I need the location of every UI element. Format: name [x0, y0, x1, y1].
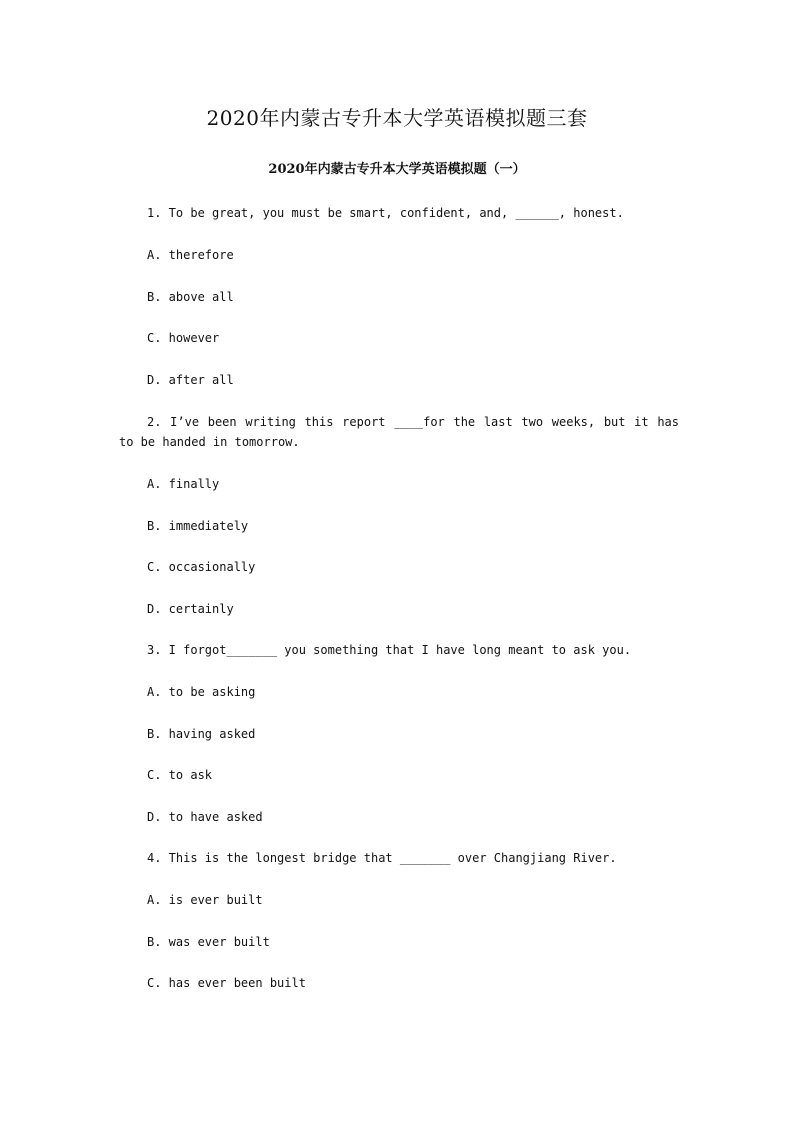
- question-2-option-d: D. certainly: [147, 602, 234, 616]
- question-1-option-b: B. above all: [147, 290, 234, 304]
- question-4-option-c: C. has ever been built: [147, 976, 306, 990]
- question-3-option-b: B. having asked: [147, 727, 256, 741]
- question-2-option-a: A. finally: [147, 477, 220, 491]
- question-1-option-d: D. after all: [147, 373, 234, 387]
- question-1-stem: 1. To be great, you must be smart, confident, and, ______, honest.: [147, 206, 624, 220]
- question-3-stem: 3. I forgot_______ you something that I have long meant to ask you.: [147, 643, 632, 657]
- section-subtitle: 2020年内蒙古专升本大学英语模拟题（一）: [268, 162, 526, 177]
- question-1-option-a: A. therefore: [147, 248, 234, 262]
- question-2-stem: 2. I’ve been writing this report ____for the last two weeks, but it has to be handed in tomorrow.: [119, 415, 679, 449]
- question-3-option-d: D. to have asked: [147, 810, 263, 824]
- document-title: 2020年内蒙古专升本大学英语模拟题三套: [206, 106, 588, 130]
- question-2-option-b: B. immediately: [147, 519, 249, 533]
- question-4-stem: 4. This is the longest bridge that _______ over Changjiang River.: [147, 851, 617, 865]
- question-4-option-a: A. is ever built: [147, 893, 263, 907]
- question-4-option-b: B. was ever built: [147, 935, 270, 949]
- question-3-option-a: A. to be asking: [147, 685, 256, 699]
- question-2-option-c: C. occasionally: [147, 560, 256, 574]
- question-1-option-c: C. however: [147, 331, 220, 345]
- question-3-option-c: C. to ask: [147, 768, 213, 782]
